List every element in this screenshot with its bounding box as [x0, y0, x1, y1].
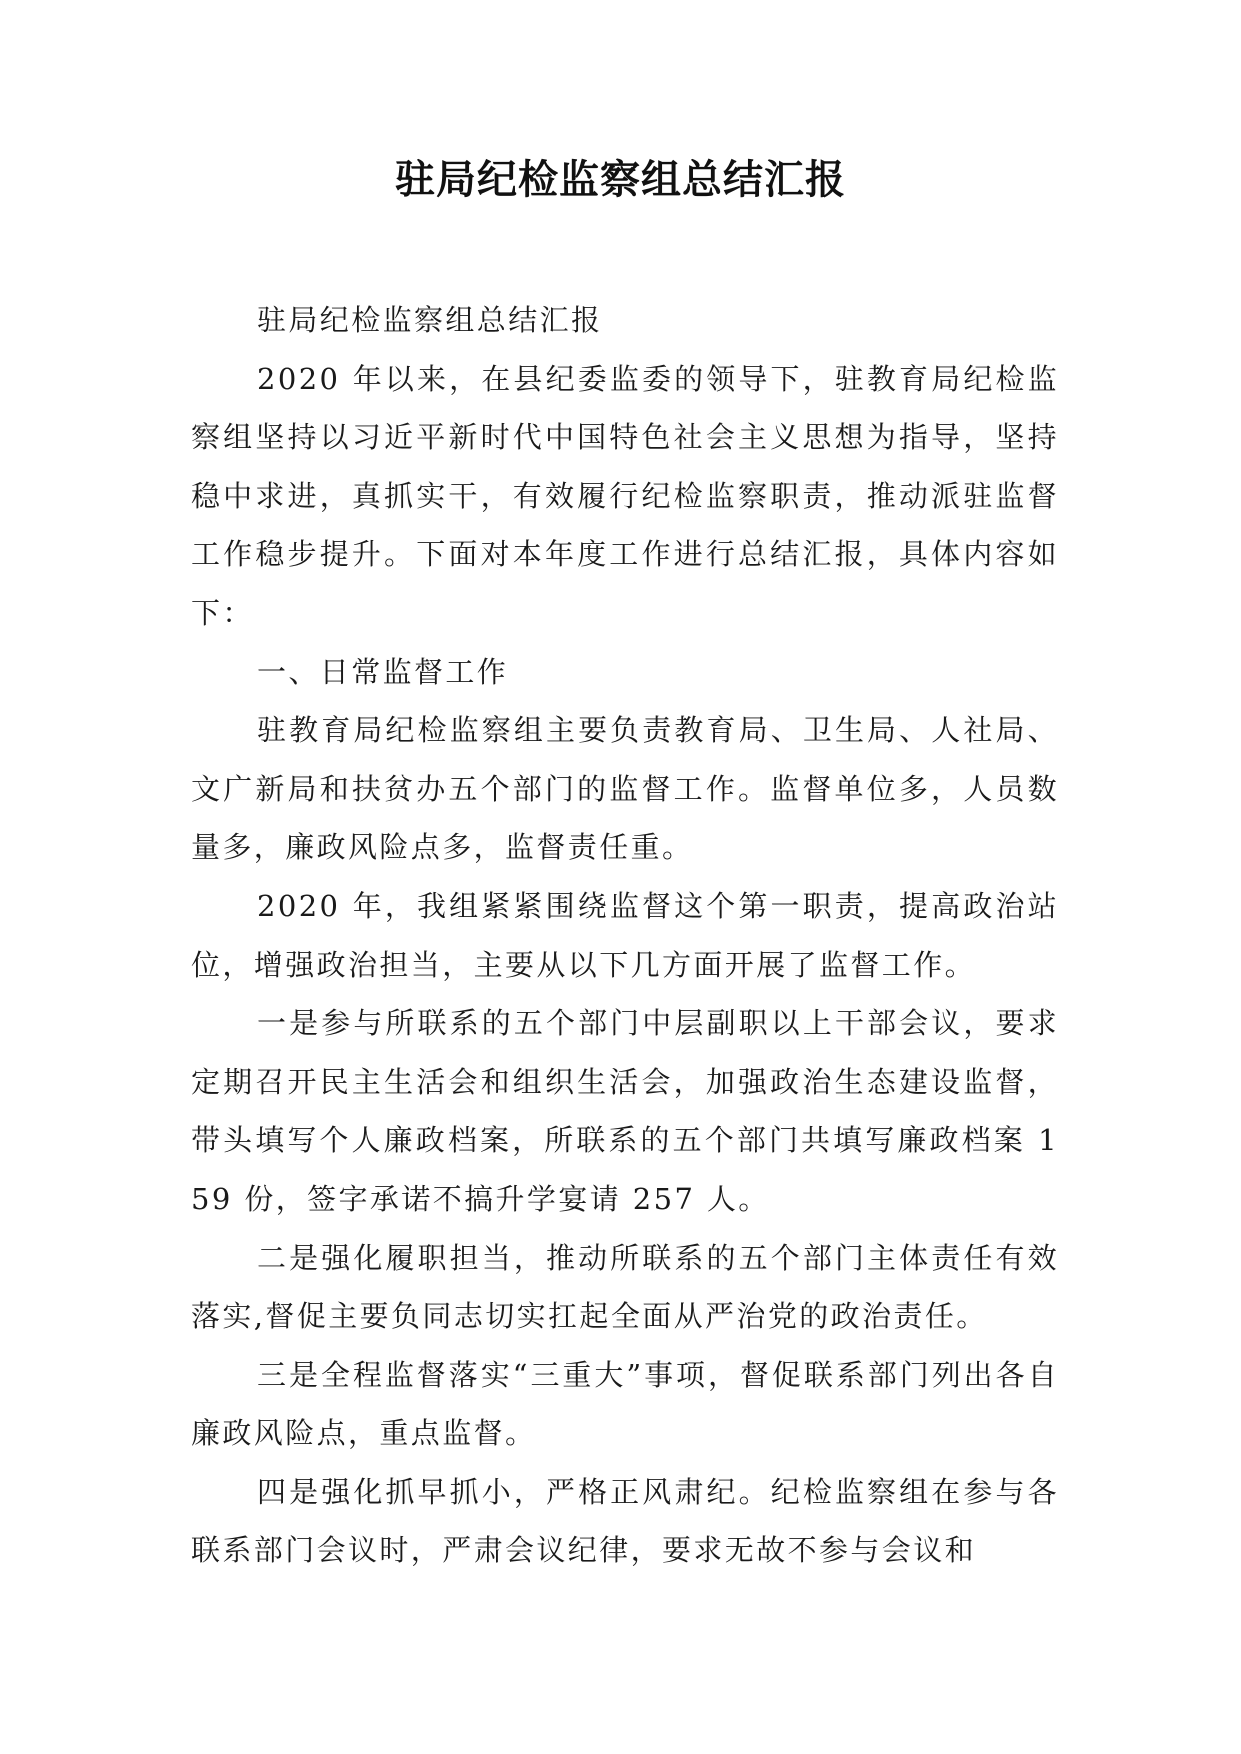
- document-title: 驻局纪检监察组总结汇报: [395, 157, 846, 203]
- paragraph: 二是强化履职担当，推动所联系的五个部门主体责任有效落实,督促主要负同志切实扛起全面从严治党的政治责任。: [191, 1240, 1059, 1334]
- document-body: [191, 291, 1059, 1580]
- paragraph: 2020 年，我组紧紧围绕监督这个第一职责，提高政治站位，增强政治担当，主要从以下几方面开展了监督工作。: [191, 888, 1059, 982]
- paragraph-intro: 2020 年以来，在县纪委监委的领导下，驻教育局纪检监察组坚持以习近平新时代中国特色社会主义思想为指导，坚持稳中求进，真抓实干，有效履行纪检监察职责，推动派驻监督工作稳步提升。下面对本年度工作进行总结汇报，具体内容如下：: [191, 361, 1059, 630]
- paragraph: 驻教育局纪检监察组主要负责教育局、卫生局、人社局、文广新局和扶贫办五个部门的监督工作。监督单位多，人员数量多，廉政风险点多，监督责任重。: [191, 713, 1059, 865]
- section-heading: 一、日常监督工作: [257, 654, 509, 689]
- paragraph-subtitle: 驻局纪检监察组总结汇报: [257, 303, 603, 337]
- paragraph: 四是强化抓早抓小，严格正风肃纪。纪检监察组在参与各联系部门会议时，严肃会议纪律，要求无故不参与会议和: [191, 1474, 1059, 1568]
- paragraph: 三是全程监督落实“三重大”事项，督促联系部门列出各自廉政风险点，重点监督。: [191, 1357, 1059, 1451]
- paragraph: 一是参与所联系的五个部门中层副职以上干部会议，要求定期召开民主生活会和组织生活会，加强政治生态建设监督，带头填写个人廉政档案，所联系的五个部门共填写廉政档案 159 份，签字承诺不搞升学宴请 257 人。: [191, 1006, 1059, 1216]
